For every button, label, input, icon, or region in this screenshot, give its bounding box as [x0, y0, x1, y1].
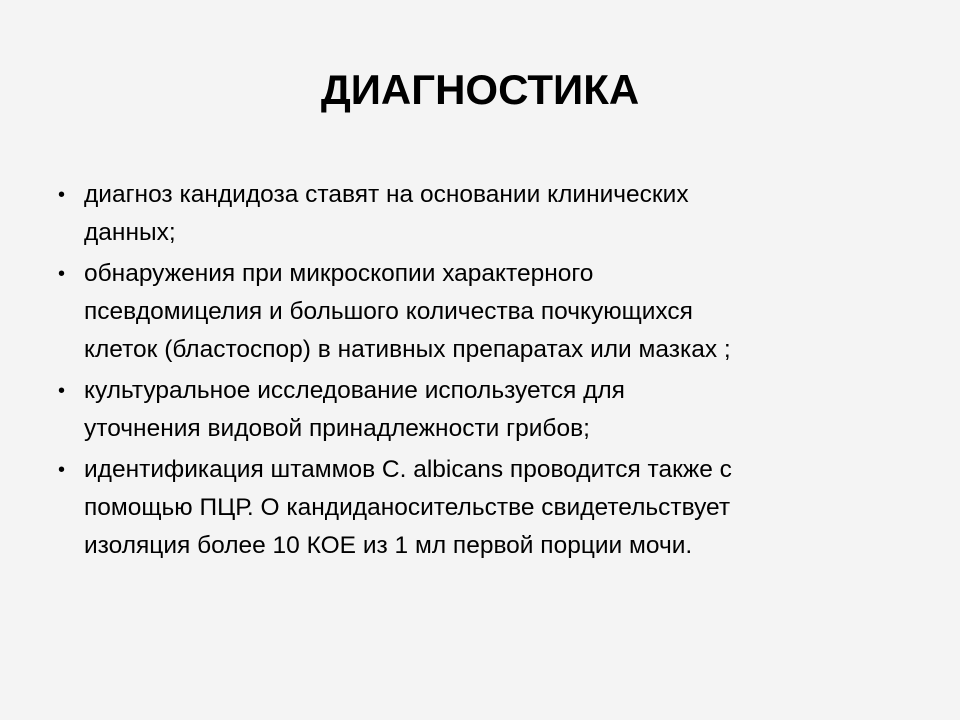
bullet-text-line: культуральное исследование используется для	[84, 377, 625, 404]
bullet-icon: •	[58, 263, 66, 285]
bullet-text-line: уточнения видовой принадлежности грибов;	[84, 415, 590, 442]
bullet-list	[58, 176, 918, 568]
bullet-text-line: изоляция более 10 КОЕ из 1 мл первой порции мочи.	[84, 532, 693, 559]
bullet-text-line: диагноз кандидоза ставят на основании клинических	[84, 181, 689, 208]
bullet-text-line: клеток (бластоспор) в нативных препаратах или мазках ;	[84, 336, 731, 363]
bullet-icon: •	[58, 459, 66, 481]
slide-title: ДИАГНОСТИКА	[320, 66, 640, 113]
bullet-text-line: псевдомицелия и большого количества почкующихся	[84, 298, 693, 325]
bullet-item-culture	[58, 372, 918, 448]
bullet-item-pcr	[58, 451, 918, 565]
bullet-text-line: идентификация штаммов C. albicans проводится также с	[84, 456, 732, 483]
bullet-icon: •	[58, 184, 66, 206]
bullet-item-microscopy	[58, 255, 918, 369]
bullet-icon: •	[58, 380, 66, 402]
bullet-text-line: данных;	[84, 219, 176, 246]
bullet-text-line: помощью ПЦР. О кандиданосительстве свидетельствует	[84, 494, 731, 521]
bullet-text-line: обнаружения при микроскопии характерного	[84, 260, 594, 287]
bullet-item-diagnosis	[58, 176, 918, 252]
